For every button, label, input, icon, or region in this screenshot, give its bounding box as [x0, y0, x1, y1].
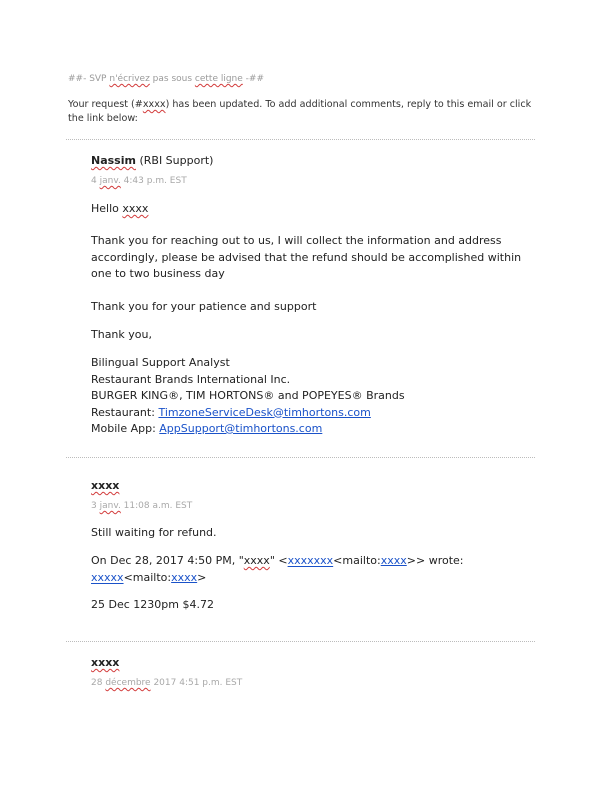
divider — [66, 139, 535, 140]
update-notice: Your request (#xxxx) has been updated. To add additional comments, reply to this email or click the link below: — [68, 99, 532, 124]
quoted-mailto-link[interactable]: xxxx — [171, 570, 198, 584]
comment-paragraph: Thank you, — [91, 328, 152, 341]
quoted-header — [91, 553, 536, 586]
divider — [66, 641, 535, 642]
signature-brands: BURGER KING®, TIM HORTONS® and POPEYES® Brands — [91, 389, 405, 402]
signature-restaurant-line: Restaurant: TimzoneServiceDesk@timhortons.com — [91, 405, 371, 419]
divider — [66, 457, 535, 458]
comment-paragraph: 25 Dec 1230pm $4.72 — [91, 598, 214, 611]
quoted-line-2: xxxxx<mailto:xxxx> — [91, 570, 207, 584]
signature-app-line: Mobile App: AppSupport@timhortons.com — [91, 422, 323, 435]
comment-author: xxxx — [91, 656, 120, 669]
app-support-email-link[interactable]: AppSupport@timhortons.com — [159, 422, 323, 435]
signature-title: Bilingual Support Analyst — [91, 356, 230, 369]
restaurant-email-link[interactable]: TimzoneServiceDesk@timhortons.com — [158, 405, 371, 419]
comment-author: xxxx — [91, 479, 120, 492]
comment-paragraph: Still waiting for refund. — [91, 526, 217, 539]
comment-greeting: Hello xxxx — [91, 202, 149, 215]
quoted-mailto-link[interactable]: xxxx — [380, 554, 407, 567]
comment-author: Nassim (RBI Support) — [91, 154, 214, 167]
comment-timestamp: 3 janv. 11:08 a.m. EST — [91, 501, 193, 511]
comment-paragraph: Thank you for reaching out to us, I will collect the information and address accordingly, please be advised that the refund should be accomplished within one to two business day — [91, 234, 522, 280]
comment-timestamp: 4 janv. 4:43 p.m. EST — [91, 176, 187, 186]
comment-timestamp: 28 décembre 2017 4:51 p.m. EST — [91, 678, 243, 688]
quoted-line-1: On Dec 28, 2017 4:50 PM, "xxxx" <xxxxxxx<mailto:xxxx>> wrote: — [91, 554, 464, 567]
quoted-sender-link[interactable]: xxxxxxx — [287, 554, 334, 567]
signature — [91, 355, 536, 438]
signature-company: Restaurant Brands International Inc. — [91, 372, 291, 386]
reply-separator: ##- SVP n'écrivez pas sous cette ligne -## — [68, 74, 265, 84]
quoted-recipient-link[interactable]: xxxxx — [91, 570, 124, 584]
comment-paragraph: Thank you for your patience and support — [91, 300, 317, 313]
